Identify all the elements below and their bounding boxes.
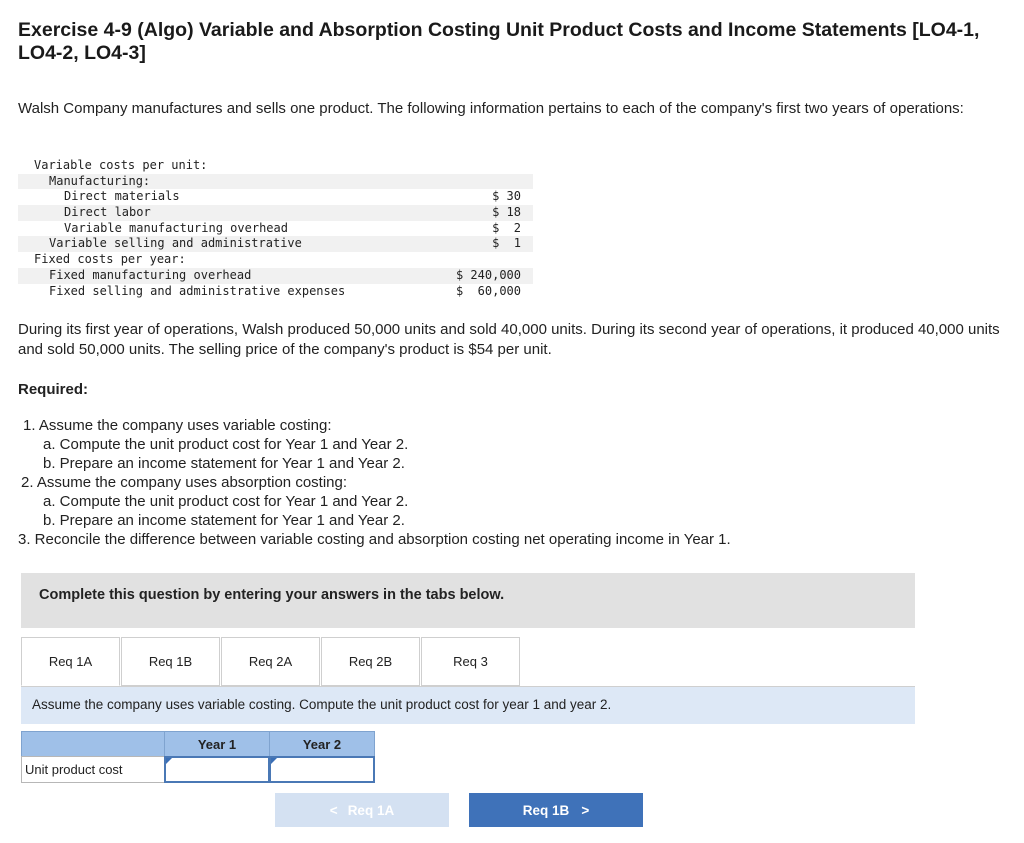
instructions-banner: [21, 573, 915, 628]
intro-text: Walsh Company manufactures and sells one product. The following information pertains to each of the company's first two years of operations:: [18, 100, 964, 117]
cost-label: Direct labor: [64, 205, 151, 220]
tab-req-2b[interactable]: Req 2B: [321, 637, 420, 686]
column-header-year-2: Year 2: [269, 731, 375, 757]
chevron-left-icon: <: [329, 802, 338, 818]
requirement-2: 2. Assume the company uses absorption costing:: [21, 474, 348, 491]
tab-req-1b[interactable]: Req 1B: [121, 637, 220, 686]
cost-row: [18, 268, 533, 284]
instruction-text: Assume the company uses variable costing. Compute the unit product cost for year 1 and year 2.: [32, 697, 612, 712]
cost-value: $ 240,000: [455, 267, 521, 282]
cost-row: [18, 236, 533, 252]
cost-row: [18, 284, 533, 300]
cost-label: Variable manufacturing overhead: [64, 220, 288, 235]
chevron-right-icon: >: [581, 802, 590, 818]
unit-product-cost-label: Unit product cost: [21, 756, 165, 783]
cost-label: Fixed manufacturing overhead: [49, 267, 252, 282]
cost-row: [18, 174, 533, 190]
requirement-1a: a. Compute the unit product cost for Year 1 and Year 2.: [43, 436, 409, 453]
cost-value: $ 30: [492, 189, 521, 204]
prev-req-button[interactable]: [275, 793, 449, 827]
cost-label: Manufacturing:: [49, 173, 151, 188]
prev-req-label: Req 1A: [347, 802, 395, 818]
tab-req-1a[interactable]: Req 1A: [21, 637, 120, 686]
cost-row: [18, 221, 533, 237]
cost-row: [18, 158, 533, 174]
cost-value: $ 2: [492, 220, 521, 235]
input-marker-icon: [271, 758, 277, 764]
requirement-2a: a. Compute the unit product cost for Year 1 and Year 2.: [43, 493, 409, 510]
requirement-3: 3. Reconcile the difference between variable costing and absorption costing net operating income in Year 1.: [18, 531, 731, 548]
required-heading: Required:: [18, 381, 89, 398]
requirements-list: [18, 416, 1008, 549]
requirement-tabs: [21, 637, 521, 686]
banner-text: Complete this question by entering your answers in the tabs below.: [39, 587, 505, 603]
cost-label: Variable costs per unit:: [34, 158, 208, 172]
cost-row: [18, 252, 533, 268]
cost-row: [18, 189, 533, 205]
cost-label: Fixed selling and administrative expenses: [49, 283, 346, 298]
tab-instruction: [21, 687, 915, 724]
unit-product-cost-year-2-input[interactable]: [269, 756, 375, 783]
cost-label: Fixed costs per year:: [34, 252, 186, 267]
cost-label: Direct materials: [64, 189, 180, 204]
next-req-label: Req 1B: [522, 802, 570, 818]
cost-value: $ 60,000: [455, 283, 521, 298]
cost-value: $ 1: [492, 236, 521, 251]
answer-header-blank: [21, 731, 165, 757]
requirement-2b: b. Prepare an income statement for Year 1 and Year 2.: [43, 512, 405, 529]
scenario-paragraph: During its first year of operations, Walsh produced 50,000 units and sold 40,000 units. During its second year of operations, it produced 40,000 units and sold 50,000 units. The selling price of the company's product is $54 per unit.: [18, 321, 1000, 358]
cost-row: [18, 205, 533, 221]
requirement-1: 1. Assume the company uses variable costing:: [23, 417, 332, 434]
cost-label: Variable selling and administrative: [49, 236, 302, 251]
tab-req-2a[interactable]: Req 2A: [221, 637, 320, 686]
cost-data-table: [18, 158, 533, 299]
next-req-button[interactable]: [469, 793, 643, 827]
exercise-title: Exercise 4-9 (Algo) Variable and Absorption Costing Unit Product Costs and Income Statements [LO4-1, LO4-2, LO4-3]: [18, 19, 980, 64]
unit-product-cost-year-1-input[interactable]: [164, 756, 270, 783]
tab-req-3[interactable]: Req 3: [421, 637, 520, 686]
cost-value: $ 18: [492, 205, 521, 220]
requirement-1b: b. Prepare an income statement for Year 1 and Year 2.: [43, 455, 405, 472]
input-marker-icon: [166, 758, 172, 764]
column-header-year-1: Year 1: [164, 731, 270, 757]
